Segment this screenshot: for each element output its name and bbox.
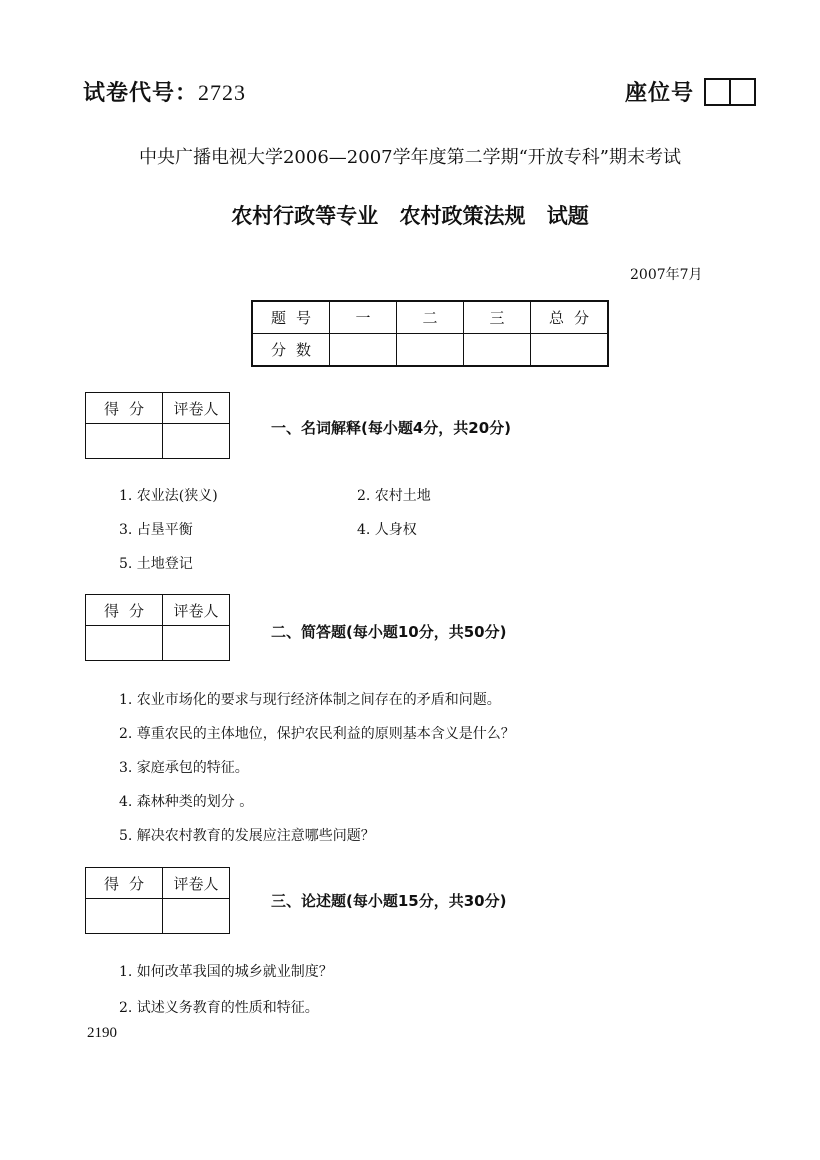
paper-code-label: 试卷代号： (83, 81, 199, 106)
grader-box (85, 867, 230, 934)
grader-name-label: 评卷人 (163, 595, 230, 626)
question-item: 2. 农村土地 (357, 488, 431, 504)
grader-name-label: 评卷人 (163, 393, 230, 424)
question-item: 4. 人身权 (357, 522, 417, 538)
section-heading: 一、名词解释(每小题4分，共20分) (271, 419, 512, 437)
seat-number-boxes[interactable] (704, 78, 756, 106)
question-item: 1. 如何改革我国的城乡就业制度？ (119, 964, 333, 980)
column-3: 三 (464, 301, 531, 334)
question-item: 3. 家庭承包的特征。 (119, 760, 249, 776)
grader-box (85, 594, 230, 661)
score-cell[interactable] (464, 334, 531, 367)
question-item: 4. 森林种类的划分 。 (119, 794, 254, 810)
grader-name-cell[interactable] (163, 626, 230, 661)
subject-title: 农村行政等专业 农村政策法规 试题 (231, 204, 589, 228)
paper-code (83, 76, 246, 107)
question-item: 2. 试述义务教育的性质和特征。 (119, 1000, 319, 1016)
seat-number-box[interactable] (729, 80, 754, 104)
score-table-score-row (252, 334, 608, 367)
grader-score-label: 得分 (86, 595, 163, 626)
column-2: 二 (397, 301, 464, 334)
grader-score-label: 得分 (86, 393, 163, 424)
grader-name-cell[interactable] (163, 424, 230, 459)
paper-code-number: 2723 (198, 80, 247, 105)
section-heading: 三、论述题(每小题15分，共30分) (271, 892, 507, 910)
grader-box (85, 392, 230, 459)
question-item: 1. 农业市场化的要求与现行经济体制之间存在的矛盾和问题。 (119, 692, 501, 708)
question-number-label: 题号 (252, 301, 330, 334)
grader-score-cell[interactable] (86, 626, 163, 661)
score-cell-total[interactable] (531, 334, 609, 367)
score-table-header-row (252, 301, 608, 334)
section-heading: 二、简答题(每小题10分，共50分) (271, 623, 507, 641)
grader-name-cell[interactable] (163, 899, 230, 934)
question-item: 3. 占垦平衡 (119, 522, 193, 538)
exam-date: 2007年7月 (630, 267, 703, 283)
question-item: 5. 解决农村教育的发展应注意哪些问题？ (119, 828, 375, 844)
grader-score-cell[interactable] (86, 899, 163, 934)
question-item: 1. 农业法(狭义) (119, 488, 218, 504)
page-footer-number: 2190 (87, 1025, 117, 1041)
score-label: 分数 (252, 334, 330, 367)
column-1: 一 (330, 301, 397, 334)
grader-score-cell[interactable] (86, 424, 163, 459)
question-item: 5. 土地登记 (119, 556, 193, 572)
seat-number-box[interactable] (706, 80, 729, 104)
question-item: 2. 尊重农民的主体地位，保护农民利益的原则基本含义是什么？ (119, 726, 515, 742)
column-total: 总分 (531, 301, 609, 334)
grader-name-label: 评卷人 (163, 868, 230, 899)
exam-title: 中央广播电视大学2006—2007学年度第二学期“开放专科”期末考试 (138, 147, 682, 168)
seat-number-label: 座位号 (625, 81, 695, 106)
score-table (251, 300, 609, 367)
grader-score-label: 得分 (86, 868, 163, 899)
score-cell[interactable] (330, 334, 397, 367)
score-cell[interactable] (397, 334, 464, 367)
